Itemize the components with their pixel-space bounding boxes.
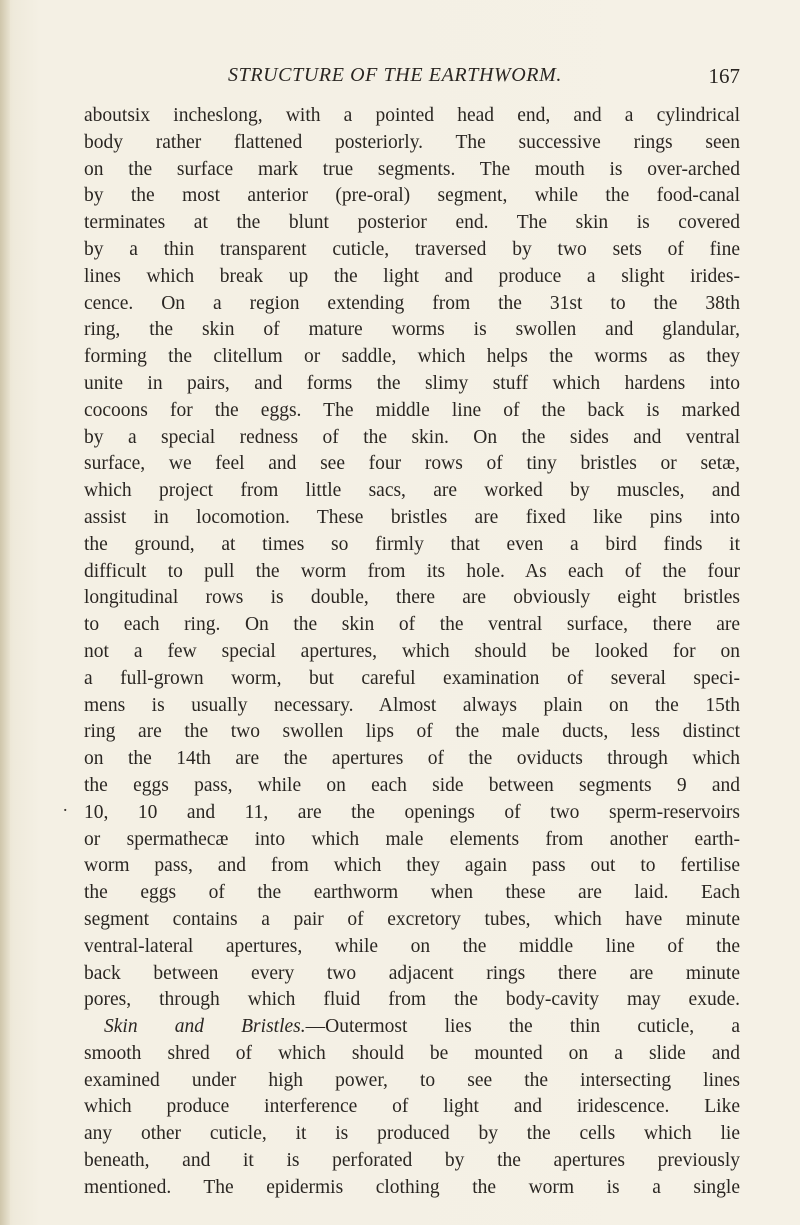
page-binding-edge: [0, 0, 10, 1225]
text-line: 10, 10 and 11, are the openings of two sperm-reservoirs: [84, 801, 740, 823]
running-head: STRUCTURE OF THE EARTHWORM.: [228, 64, 562, 86]
text-line: not a few special apertures, which should be looked for on: [84, 640, 740, 662]
subsection-first-line-text: —Outermost lies the thin cuticle, a: [305, 1016, 740, 1038]
text-line: which produce interference of light and iridescence. Like: [84, 1096, 740, 1118]
text-line: on the surface mark true segments. The mouth is over-arched: [84, 158, 740, 180]
text-line: mentioned. The epidermis clothing the worm is a single: [84, 1176, 740, 1198]
text-line: the eggs of the earthworm when these are laid. Each: [84, 882, 740, 904]
page-number: 167: [708, 64, 740, 88]
text-line: assist in locomotion. These bristles are fixed like pins into: [84, 506, 740, 528]
margin-mark: .: [63, 795, 68, 815]
text-line: by a special redness of the skin. On the sides and ventral: [84, 426, 740, 448]
text-line: any other cuticle, it is produced by the cells which lie: [84, 1123, 740, 1145]
text-line: cence. On a region extending from the 31st to the 38th: [84, 292, 740, 314]
text-line: ring are the two swollen lips of the male ducts, less distinct: [84, 721, 740, 743]
text-line: pores, through which fluid from the body-cavity may exude.: [84, 989, 740, 1011]
subsection-heading: Skin and Bristles.: [104, 1016, 306, 1038]
text-line: examined under high power, to see the intersecting lines: [84, 1069, 740, 1091]
text-line: segment contains a pair of excretory tubes, which have minute: [84, 908, 740, 930]
text-line: on the 14th are the apertures of the oviducts through which: [84, 748, 740, 770]
text-line: mens is usually necessary. Almost always plain on the 15th: [84, 694, 740, 716]
text-line: the ground, at times so firmly that even a bird finds it: [84, 533, 740, 555]
text-line: or spermathecæ into which male elements from another earth-: [84, 828, 740, 850]
text-line: which project from little sacs, are worked by muscles, and: [84, 480, 740, 502]
text-line: cocoons for the eggs. The middle line of the back is marked: [84, 399, 740, 421]
text-line: ring, the skin of mature worms is swollen and glandular,: [84, 319, 740, 341]
text-line: to each ring. On the skin of the ventral surface, there are: [84, 614, 740, 636]
text-line: body rather flattened posteriorly. The successive rings seen: [84, 131, 740, 153]
text-line: by the most anterior (pre-oral) segment, while the food-canal: [84, 185, 740, 207]
text-line: unite in pairs, and forms the slimy stuff which hardens into: [84, 372, 740, 394]
text-line: ventral-lateral apertures, while on the middle line of the: [84, 935, 740, 957]
text-line: the eggs pass, while on each side between segments 9 and: [84, 774, 740, 796]
text-line: a full-grown worm, but careful examination of several speci-: [84, 667, 740, 689]
text-line: difficult to pull the worm from its hole. As each of the four: [84, 560, 740, 582]
page-header: [0, 64, 800, 94]
text-line: aboutsix incheslong, with a pointed head end, and a cylindrical: [84, 105, 740, 126]
text-line: terminates at the blunt posterior end. The skin is covered: [84, 212, 740, 234]
text-line: lines which break up the light and produce a slight irides-: [84, 265, 740, 287]
text-line: forming the clitellum or saddle, which helps the worms as they: [84, 346, 740, 368]
text-line: surface, we feel and see four rows of tiny bristles or setæ,: [84, 453, 740, 475]
text-line: worm pass, and from which they again pass out to fertilise: [84, 855, 740, 877]
text-line: longitudinal rows is double, there are obviously eight bristles: [84, 587, 740, 609]
text-line: by a thin transparent cuticle, traversed by two sets of fine: [84, 238, 740, 260]
text-line: smooth shred of which should be mounted on a slide and: [84, 1042, 740, 1064]
text-line: beneath, and it is perforated by the apertures previously: [84, 1150, 740, 1172]
body-text: [84, 103, 740, 1202]
subsection-first-line: [84, 1014, 740, 1041]
text-line: back between every two adjacent rings there are minute: [84, 962, 740, 984]
